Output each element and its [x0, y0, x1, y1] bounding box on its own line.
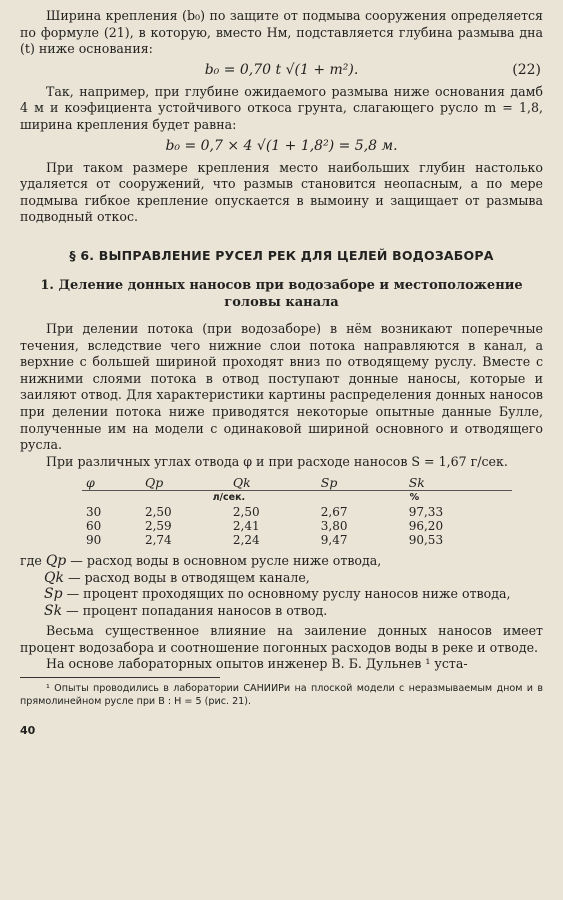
paragraph-width-formula: Ширина крепления (b₀) по защите от подмыва сооружения определяется по формуле (21), в которую, вместо Hм, подставляется глубина размыва дна (t) ниже основания:	[20, 8, 543, 57]
paragraph-example: Так, например, при глубине ожидаемого размыва ниже основания дамб 4 м и коэфициента устойчивого откоса грунта, слагающего русло m = 1,8, ширина крепления будет равна:	[20, 83, 543, 132]
legend-row	[20, 586, 543, 603]
legend-text: — процент попадания наносов в отвод.	[66, 602, 328, 618]
section-title: § 6. ВЫПРАВЛЕНИЕ РУСЕЛ РЕК ДЛЯ ЦЕЛЕЙ ВОДОЗАБОРА	[69, 247, 494, 263]
table-row	[82, 533, 512, 547]
legend-text: — расход воды в основном русле ниже отвода,	[70, 553, 382, 569]
legend-text: — процент проходящих по основному руслу наносов ниже отвода,	[66, 586, 511, 602]
formula-22-number: (22)	[512, 61, 541, 78]
legend-symbol: Qk	[44, 569, 64, 586]
table-header-qk: Qk	[232, 475, 251, 491]
formula-example-expression: b₀ = 0,7 × 4 √(1 + 1,8²) = 5,8 м.	[165, 137, 398, 154]
table-cell: 2,67	[320, 505, 348, 520]
paragraph-flow-division: При делении потока (при водозаборе) в нём возникают поперечные течения, вследствие чего нижние слои потока направляются в канал, а верхние с большей шириной проходят вниз по отводящему руслу. Вместе с нижними слоями потока в отвод поступают донные наносы, которые и заиляют отвод. Для характеристики картины распределения донных наносов при делении потока ниже приводятся некоторые опытные данные Булле, полученные им на модели с одинаковой шириной основного и отводящего русла.	[20, 320, 543, 453]
table-cell: 96,20	[408, 519, 444, 534]
table-cell: 2,50	[144, 505, 172, 520]
table-cell: 2,59	[144, 519, 172, 534]
table-header-phi: φ	[86, 475, 95, 491]
table-header-sk: Sk	[408, 475, 425, 491]
table-unit-flow: л/сек.	[141, 491, 317, 506]
footnote: ¹ Опыты проводились в лаборатории САНИИРи на плоской модели с неразмываемым дном и в прямолинейном русле при B : H = 5 (рис. 21).	[20, 683, 543, 708]
formula-22-expression: b₀ = 0,70 t √(1 + m²).	[204, 61, 359, 78]
legend-symbol: Sk	[44, 602, 63, 619]
table-cell: 2,50	[232, 505, 260, 520]
table-cell: 3,80	[320, 519, 348, 534]
formula-example	[20, 136, 543, 156]
legend-text: — расход воды в отводящем канале,	[67, 569, 310, 585]
table-header-sp: Sp	[320, 475, 338, 491]
table-row	[82, 519, 512, 533]
table-header-row	[82, 476, 512, 491]
symbol-legend	[20, 553, 543, 619]
table-cell: 2,74	[144, 533, 172, 548]
legend-row	[20, 603, 543, 620]
table-cell: 90	[86, 533, 102, 548]
table-units-row	[82, 491, 512, 506]
footnote-divider	[20, 677, 220, 678]
experiment-table	[82, 476, 512, 547]
legend-symbol: Sp	[44, 586, 63, 603]
paragraph-table-intro: При различных углах отвода φ и при расходе наносов S = 1,67 г/сек.	[46, 453, 508, 469]
legend-row	[20, 553, 543, 570]
table-cell: 90,53	[408, 533, 444, 548]
legend-row	[20, 570, 543, 587]
table-unit-percent: %	[317, 491, 512, 506]
page-number: 40	[20, 724, 36, 738]
table-cell: 9,47	[320, 533, 348, 548]
table-cell: 30	[86, 505, 102, 520]
paragraph-influence: Весьма существенное влияние на заиление донных наносов имеет процент водозабора и соотношение погонных расходов воды в реке и отводе.	[20, 623, 543, 655]
legend-where: где	[20, 553, 42, 569]
table-cell: 97,33	[408, 505, 444, 520]
legend-symbol: Qp	[45, 553, 67, 570]
table-row	[82, 505, 512, 519]
table-header-qp: Qp	[144, 475, 164, 491]
table-cell: 2,24	[232, 533, 260, 548]
paragraph-conclusion: При таком размере крепления место наибольших глубин настолько удаляется от сооружений, что размыв становится неопасным, а по мере подмыва гибкое крепление опускается в вымоину и защищает от размыва подводный откос.	[20, 159, 543, 225]
formula-22	[20, 60, 543, 80]
table-cell: 60	[86, 519, 102, 534]
table-cell: 2,41	[232, 519, 260, 534]
subsection-title: 1. Деление донных наносов при водозаборе и местоположение головы канала	[40, 277, 523, 310]
paragraph-dulnev: На основе лабораторных опытов инженер В. Б. Дульнев ¹ уста-	[46, 656, 468, 672]
